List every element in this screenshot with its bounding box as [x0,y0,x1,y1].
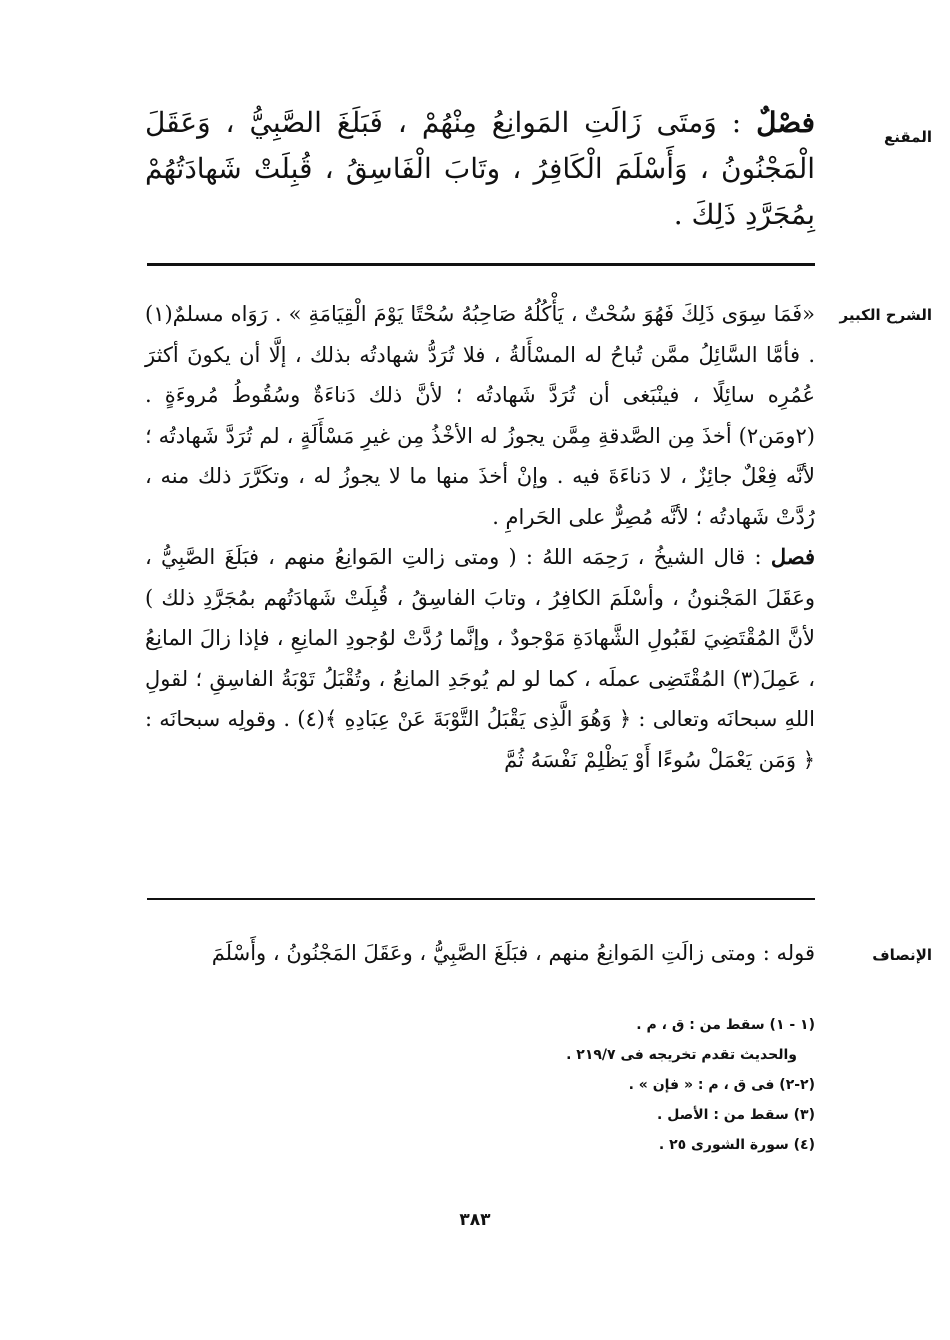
label-sharh: الشرح الكبير [839,306,932,324]
sharh-paragraph-2-heading: فصل [770,544,815,569]
sharh-paragraph-2-body: : قال الشيخُ ، رَحِمَه اللهُ : ( ومتى زالتِ المَوانِعُ منهم ، فبَلَغَ الصَّبِيُّ ، وعَقَلَ المَجْنونُ ، وأسْلَمَ الكافِرُ ، وتابَ الفاسِقُ ، قُبِلَتْ شَهادَتُهم بمُجَرَّدِ ذلك ) لأنَّ المُقْتَضِيَ لقَبُولِ الشَّهادَةِ مَوْجودٌ ، وإنَّما رُدَّتْ لوُجودِ المانِعِ ، فإذا زالَ المانِعُ ، عَمِلَ(٣) المُقْتَضِى عملَه ، كما لو لم يُوجَدِ المانِعُ ، وتُقْبَلُ تَوْبَةُ الفاسِقِ ؛ لقولِ اللهِ سبحانَه وتعالى : ﴿ وَهُوَ الَّذِى يَقْبَلُ التَّوْبَةَ عَنْ عِبَادِهِ ﴾(٤) . وقولِه سبحانَه : ﴿ وَمَن يَعْمَلْ سُوءًا أَوْ يَظْلِمْ نَفْسَهُ ثُمَّ [145,545,815,772]
footnote: (٤) سورة الشورى ٢٥ . [658,1137,815,1153]
muqni-text-block [145,100,815,238]
muqni-heading: فصْلٌ [756,106,816,139]
page-number: ٣٨٣ [459,1210,491,1230]
label-muqni: المقنع [884,128,932,146]
label-insaf: الإنصاف [872,946,932,964]
insaf-text-block [145,938,815,968]
footnote: (١ - ١) سقط من : ق ، م . [636,1017,815,1033]
section-divider-bottom [147,898,815,900]
insaf-body: قوله : ومتى زالَتِ المَوانِعُ منهم ، فبَلَغَ الصَّبِيُّ ، وعَقَلَ المَجْنُونُ ، وأَسْلَمَ [211,941,815,965]
section-divider-top [147,263,815,266]
footnote: والحديث تقدم تخريجه فى ٢١٩/٧ . [566,1047,797,1063]
sharh-paragraph-1: «فَمَا سِوَى ذَلِكَ فَهُوَ سُحْتٌ ، يَأْكُلُهُ صَاحِبُهُ سُحْتًا يَوْمَ الْقِيَامَةِ » . رَوَاه مسلمٌ(١) . فأمَّا السَّائِلُ ممَّن تُباحُ له المسْأَلةُ ، فلا تُرَدُّ شهادتُه بذلك ، إلَّا أن يكونَ أكثرَ عُمُرِه سائِلًا ، فينْبَغى أن تُرَدَّ شَهادتُه ؛ لأنَّ ذلك دَناءَةٌ وسُقُوطُ مُروءَةٍ . (٢ومَن٢) أخذَ مِن الصَّدقةِ مِمَّن يجوزُ له الأخْذُ مِن غيرِ مَسْأَلَةٍ ، لم تُرَدَّ شَهادتُه ؛ لأنَّه فِعْلٌ جائِزٌ ، لا دَناءَةَ فيه . وإنْ أخذَ منها ما لا يجوزُ له ، وتكَرَّرَ ذلك منه ، رُدَّتْ شَهادتُه ؛ لأنَّه مُصِرٌّ على الحَرامِ . [145,302,815,529]
footnotes [470,1010,815,1160]
footnote: (٢-٢) فى ق ، م : « فإن » . [628,1077,815,1093]
sharh-paragraph-2 [145,537,815,780]
muqni-body: : وَمتَى زَالَتِ المَوانِعُ مِنْهُمْ ، فَبَلَغَ الصَّبِيُّ ، وَعَقَلَ الْمَجْنُونُ ، وَأَسْلَمَ الْكَافِرُ ، وتَابَ الْفَاسِقُ ، قُبِلَتْ شَهادَتُهُمْ بِمُجَرَّدِ ذَلِكَ . [145,106,815,231]
sharh-text-block [145,294,815,780]
footnote: (٣) سقط من : الأصل . [657,1107,815,1123]
